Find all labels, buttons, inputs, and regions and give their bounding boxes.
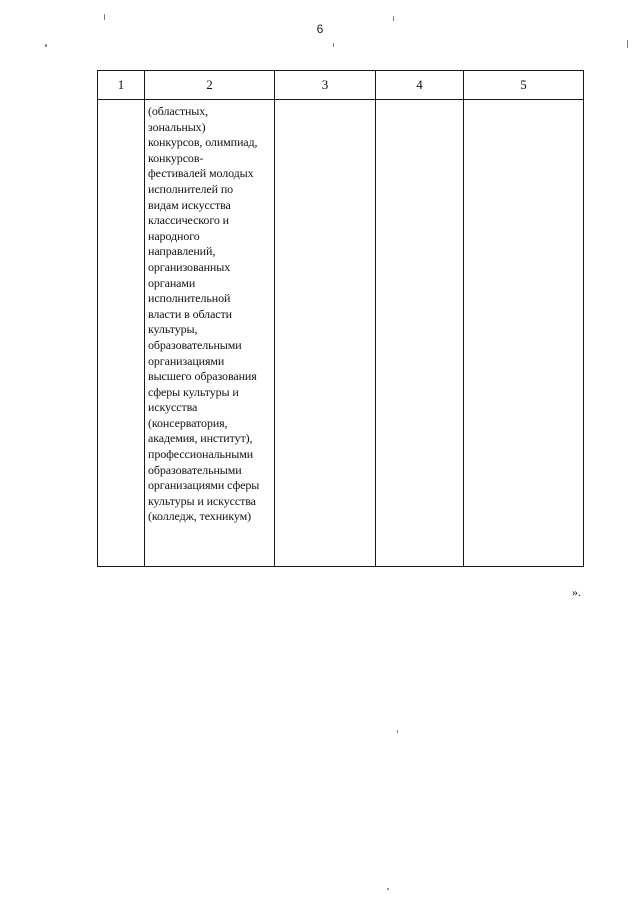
column-header-2: 2 xyxy=(145,71,275,100)
page-number: 6 xyxy=(316,22,324,36)
closing-quote-mark: ». xyxy=(572,585,581,599)
column-header-4: 4 xyxy=(376,71,464,100)
cell-text xyxy=(275,100,375,107)
table-cell-col5 xyxy=(464,100,584,567)
cell-text xyxy=(98,100,144,107)
scan-speck xyxy=(627,40,628,48)
table-cell-col3 xyxy=(275,100,376,567)
column-header-1: 1 xyxy=(98,71,145,100)
scan-speck xyxy=(333,43,334,47)
cell-text: (областных, зональных) конкурсов, олимпиад, конкурсов- фестивалей молодых исполнителей по видам искусства классического и народного направлений, организованных органами исполнительной власти в области культуры, образовательными организациями высшего образования сферы культуры и искусства (консерватория, академия, институт), профессиональными образовательными организациями сферы культуры и искусства (колледж, техникум) xyxy=(148,104,260,524)
scan-speck xyxy=(45,44,47,47)
column-header-5: 5 xyxy=(464,71,584,100)
scan-speck xyxy=(393,16,394,21)
cell-text xyxy=(376,100,463,107)
scan-speck xyxy=(387,888,389,890)
column-header-3: 3 xyxy=(275,71,376,100)
table-row xyxy=(98,100,584,567)
table-cell-col2 xyxy=(145,100,275,567)
document-table xyxy=(97,70,584,567)
table-header-row xyxy=(98,71,584,100)
scan-speck xyxy=(104,14,105,20)
table-cell-col4 xyxy=(376,100,464,567)
table-cell-col1 xyxy=(98,100,145,567)
cell-text xyxy=(464,100,583,107)
scan-speck xyxy=(397,730,398,733)
